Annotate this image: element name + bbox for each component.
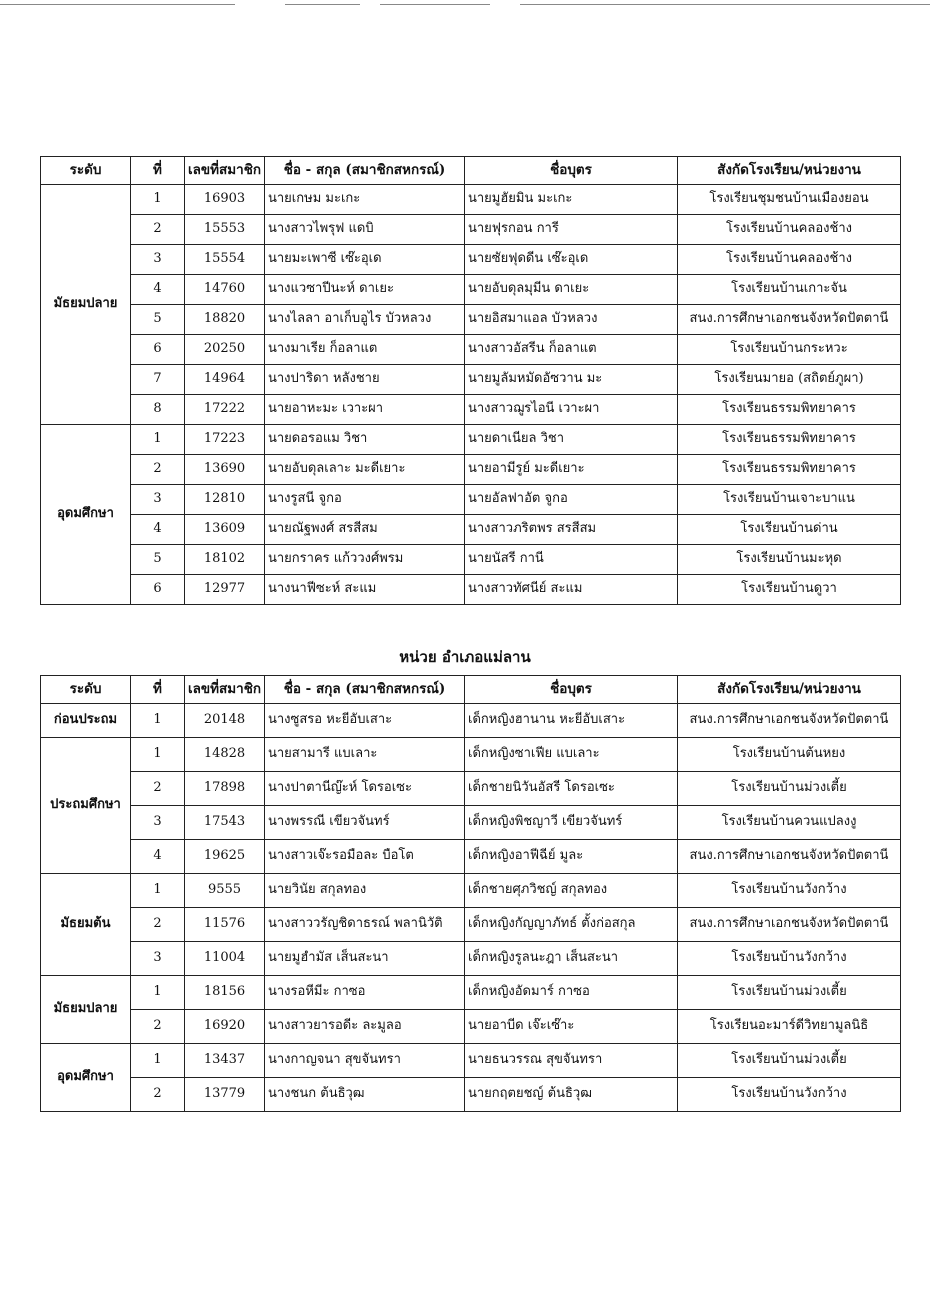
member-name-cell: นางแวซาปีนะห์ ดาเยะ <box>265 275 465 305</box>
school-cell: โรงเรียนบ้านต้นหยง <box>678 738 901 772</box>
child-name-cell: นางสาวภริตพร สรสีสม <box>465 515 678 545</box>
level-cell: ก่อนประถม <box>41 704 131 738</box>
member-number-cell: 11004 <box>185 942 265 976</box>
school-cell: โรงเรียนบ้านกระหวะ <box>678 335 901 365</box>
row-number-cell: 3 <box>131 806 185 840</box>
row-number-cell: 1 <box>131 976 185 1010</box>
header-school: สังกัดโรงเรียน/หน่วยงาน <box>678 157 901 185</box>
member-number-cell: 19625 <box>185 840 265 874</box>
scan-artifact-line <box>380 4 490 5</box>
member-number-cell: 13690 <box>185 455 265 485</box>
table-row <box>41 806 901 840</box>
school-cell: โรงเรียนบ้านมะหุด <box>678 545 901 575</box>
section-title: หน่วย อำเภอแม่ลาน <box>399 648 531 666</box>
member-children-table-1 <box>40 156 901 605</box>
table-row <box>41 1078 901 1112</box>
child-name-cell: นางสาวฌูรไอนี เวาะผา <box>465 395 678 425</box>
member-number-cell: 18102 <box>185 545 265 575</box>
member-number-cell: 13437 <box>185 1044 265 1078</box>
child-name-cell: นายอัลฟาอัต จูกอ <box>465 485 678 515</box>
table-row <box>41 942 901 976</box>
table-row <box>41 395 901 425</box>
child-name-cell: นายซัยฟุดดีน เซ๊ะอุเด <box>465 245 678 275</box>
child-name-cell: เด็กหญิงกัญญาภัทธ์ ตั้งก่อสกุล <box>465 908 678 942</box>
child-name-cell: นางสาวอัสรีน ก็อลาแต <box>465 335 678 365</box>
member-name-cell: นางรอหีมีะ กาซอ <box>265 976 465 1010</box>
child-name-cell: นายมูลัมหมัดอัซวาน มะ <box>465 365 678 395</box>
member-name-cell: นายสามารี แบเลาะ <box>265 738 465 772</box>
member-number-cell: 15553 <box>185 215 265 245</box>
child-name-cell: นายธนวรรณ สุขจันทรา <box>465 1044 678 1078</box>
school-cell: โรงเรียนบ้านดูวา <box>678 575 901 605</box>
member-name-cell: นางสาววรัญชิดาธรณ์ พลานิวัติ <box>265 908 465 942</box>
row-number-cell: 5 <box>131 305 185 335</box>
table-row <box>41 575 901 605</box>
table-row <box>41 365 901 395</box>
level-cell: มัธยมปลาย <box>41 185 131 425</box>
table-row <box>41 1044 901 1078</box>
school-cell: โรงเรียนบ้านม่วงเตี้ย <box>678 976 901 1010</box>
child-name-cell: นายอาบีด เจ๊ะเซ๊าะ <box>465 1010 678 1044</box>
member-name-cell: นายวินัย สกุลทอง <box>265 874 465 908</box>
member-number-cell: 13779 <box>185 1078 265 1112</box>
header-no: ที่ <box>131 676 185 704</box>
row-number-cell: 3 <box>131 942 185 976</box>
header-member-name: ชื่อ - สกุล (สมาชิกสหกรณ์) <box>265 157 465 185</box>
table-row <box>41 185 901 215</box>
member-number-cell: 17543 <box>185 806 265 840</box>
school-cell: สนง.การศึกษาเอกชนจังหวัดปัตตานี <box>678 704 901 738</box>
table-row <box>41 245 901 275</box>
row-number-cell: 1 <box>131 1044 185 1078</box>
member-name-cell: นายเกษม มะเกะ <box>265 185 465 215</box>
row-number-cell: 3 <box>131 485 185 515</box>
member-number-cell: 18156 <box>185 976 265 1010</box>
level-cell: อุดมศึกษา <box>41 1044 131 1112</box>
school-cell: สนง.การศึกษาเอกชนจังหวัดปัตตานี <box>678 840 901 874</box>
header-member-name: ชื่อ - สกุล (สมาชิกสหกรณ์) <box>265 676 465 704</box>
school-cell: โรงเรียนบ้านวังกว้าง <box>678 942 901 976</box>
school-cell: โรงเรียนบ้านวังกว้าง <box>678 874 901 908</box>
member-number-cell: 14828 <box>185 738 265 772</box>
table-row <box>41 704 901 738</box>
row-number-cell: 2 <box>131 908 185 942</box>
header-school: สังกัดโรงเรียน/หน่วยงาน <box>678 676 901 704</box>
level-cell: มัธยมต้น <box>41 874 131 976</box>
child-name-cell: นายนัสรี กานี <box>465 545 678 575</box>
school-cell: โรงเรียนบ้านเจาะบาแน <box>678 485 901 515</box>
row-number-cell: 2 <box>131 215 185 245</box>
child-name-cell: เด็กหญิงรูลนะฎา เส็นสะนา <box>465 942 678 976</box>
child-name-cell: นายอามีรูย์ มะดีเยาะ <box>465 455 678 485</box>
row-number-cell: 6 <box>131 575 185 605</box>
child-name-cell: เด็กหญิงซาเฟีย แบเลาะ <box>465 738 678 772</box>
table-row <box>41 455 901 485</box>
table-row <box>41 215 901 245</box>
child-name-cell: นายอิสมาแอล บัวหลวง <box>465 305 678 335</box>
school-cell: โรงเรียนบ้านคลองช้าง <box>678 245 901 275</box>
scan-artifact-line <box>520 4 930 5</box>
member-number-cell: 16903 <box>185 185 265 215</box>
member-name-cell: นางสาวไพรุฟ แดบิ <box>265 215 465 245</box>
header-child-name: ชื่อบุตร <box>465 157 678 185</box>
school-cell: โรงเรียนบ้านด่าน <box>678 515 901 545</box>
table-row <box>41 772 901 806</box>
member-number-cell: 16920 <box>185 1010 265 1044</box>
member-name-cell: นายมะเพาซี เซ๊ะอุเด <box>265 245 465 275</box>
school-cell: สนง.การศึกษาเอกชนจังหวัดปัตตานี <box>678 908 901 942</box>
member-name-cell: นายณัฐพงศ์ สรสีสม <box>265 515 465 545</box>
member-name-cell: นายมูฮำมัส เส็นสะนา <box>265 942 465 976</box>
table-row <box>41 515 901 545</box>
table-row <box>41 425 901 455</box>
member-name-cell: นายอาหะมะ เวาะผา <box>265 395 465 425</box>
school-cell: โรงเรียนบ้านวังกว้าง <box>678 1078 901 1112</box>
school-cell: โรงเรียนธรรมพิทยาคาร <box>678 395 901 425</box>
level-cell: มัธยมปลาย <box>41 976 131 1044</box>
row-number-cell: 2 <box>131 772 185 806</box>
school-cell: โรงเรียนบ้านควนแปลงงู <box>678 806 901 840</box>
member-number-cell: 12810 <box>185 485 265 515</box>
member-number-cell: 12977 <box>185 575 265 605</box>
school-cell: โรงเรียนบ้านม่วงเตี้ย <box>678 1044 901 1078</box>
level-cell: ประถมศึกษา <box>41 738 131 874</box>
member-name-cell: นางรูสนี จูกอ <box>265 485 465 515</box>
child-name-cell: เด็กชายศุภวิชญ์ สกุลทอง <box>465 874 678 908</box>
member-name-cell: นางสาวเจ๊ะรอมือละ บือโต <box>265 840 465 874</box>
row-number-cell: 4 <box>131 515 185 545</box>
table-row <box>41 275 901 305</box>
member-number-cell: 17898 <box>185 772 265 806</box>
member-number-cell: 20148 <box>185 704 265 738</box>
row-number-cell: 1 <box>131 738 185 772</box>
member-name-cell: นางพรรณี เขียวจันทร์ <box>265 806 465 840</box>
row-number-cell: 1 <box>131 874 185 908</box>
table-body <box>41 704 901 1112</box>
member-number-cell: 14760 <box>185 275 265 305</box>
table-row <box>41 874 901 908</box>
child-name-cell: เด็กหญิงพิชญาวี เขียวจันทร์ <box>465 806 678 840</box>
school-cell: สนง.การศึกษาเอกชนจังหวัดปัตตานี <box>678 305 901 335</box>
member-number-cell: 18820 <box>185 305 265 335</box>
row-number-cell: 2 <box>131 455 185 485</box>
member-name-cell: นายดอรอแม วิชา <box>265 425 465 455</box>
child-name-cell: นายอับดุลมุมีน ดาเยะ <box>465 275 678 305</box>
member-children-table-2 <box>40 675 901 1112</box>
header-member-no: เลขที่สมาชิก <box>185 676 265 704</box>
child-name-cell: เด็กหญิงอัดมาร์ กาซอ <box>465 976 678 1010</box>
table-header-row <box>41 676 901 704</box>
child-name-cell: นายฟุรกอน การี <box>465 215 678 245</box>
header-member-no: เลขที่สมาชิก <box>185 157 265 185</box>
child-name-cell: นายกฤตยชญ์ ต้นธิวุฒ <box>465 1078 678 1112</box>
table-row <box>41 738 901 772</box>
row-number-cell: 8 <box>131 395 185 425</box>
header-level: ระดับ <box>41 676 131 704</box>
school-cell: โรงเรียนบ้านคลองช้าง <box>678 215 901 245</box>
header-level: ระดับ <box>41 157 131 185</box>
school-cell: โรงเรียนมายอ (สถิตย์ภูผา) <box>678 365 901 395</box>
member-number-cell: 15554 <box>185 245 265 275</box>
school-cell: โรงเรียนธรรมพิทยาคาร <box>678 425 901 455</box>
member-name-cell: นางสาวยารอดีะ ละมูลอ <box>265 1010 465 1044</box>
member-name-cell: นายอับดุลเลาะ มะดีเยาะ <box>265 455 465 485</box>
scan-artifact-line <box>0 4 235 5</box>
school-cell: โรงเรียนธรรมพิทยาคาร <box>678 455 901 485</box>
table-row <box>41 545 901 575</box>
member-number-cell: 20250 <box>185 335 265 365</box>
row-number-cell: 1 <box>131 704 185 738</box>
member-number-cell: 9555 <box>185 874 265 908</box>
row-number-cell: 4 <box>131 275 185 305</box>
child-name-cell: นางสาวทัศนีย์ สะแม <box>465 575 678 605</box>
member-name-cell: นางชนก ต้นธิวุฒ <box>265 1078 465 1112</box>
child-name-cell: เด็กชายนิวันอัสรี โดรอเซะ <box>465 772 678 806</box>
level-cell: อุดมศึกษา <box>41 425 131 605</box>
row-number-cell: 3 <box>131 245 185 275</box>
table-row <box>41 485 901 515</box>
row-number-cell: 1 <box>131 185 185 215</box>
school-cell: โรงเรียนบ้านม่วงเตี้ย <box>678 772 901 806</box>
school-cell: โรงเรียนชุมชนบ้านเมืองยอน <box>678 185 901 215</box>
row-number-cell: 2 <box>131 1010 185 1044</box>
member-name-cell: นางมาเรีย ก็อลาแต <box>265 335 465 365</box>
member-name-cell: นางปาตานีญ๊ะห์ โดรอเซะ <box>265 772 465 806</box>
member-number-cell: 17223 <box>185 425 265 455</box>
header-child-name: ชื่อบุตร <box>465 676 678 704</box>
table-row <box>41 840 901 874</box>
table-body <box>41 185 901 605</box>
row-number-cell: 4 <box>131 840 185 874</box>
header-no: ที่ <box>131 157 185 185</box>
row-number-cell: 1 <box>131 425 185 455</box>
table-row <box>41 335 901 365</box>
table-row <box>41 305 901 335</box>
member-name-cell: นางไลลา อาเก็บอูไร บัวหลวง <box>265 305 465 335</box>
member-name-cell: นางซูสรอ หะยีอับเสาะ <box>265 704 465 738</box>
member-name-cell: นายกราคร แก้ววงศ์พรม <box>265 545 465 575</box>
member-number-cell: 17222 <box>185 395 265 425</box>
member-name-cell: นางปาริดา หลังชาย <box>265 365 465 395</box>
table-row <box>41 1010 901 1044</box>
child-name-cell: เด็กหญิงฮานาน หะยีอับเสาะ <box>465 704 678 738</box>
child-name-cell: นายดาเนียล วิชา <box>465 425 678 455</box>
member-number-cell: 14964 <box>185 365 265 395</box>
member-name-cell: นางนาฟีซะห์ สะแม <box>265 575 465 605</box>
row-number-cell: 5 <box>131 545 185 575</box>
child-name-cell: เด็กหญิงอาฟีฉีย์ มูละ <box>465 840 678 874</box>
row-number-cell: 6 <box>131 335 185 365</box>
school-cell: โรงเรียนอะมาร์ดีวิทยามูลนิธิ <box>678 1010 901 1044</box>
table-row <box>41 908 901 942</box>
member-number-cell: 13609 <box>185 515 265 545</box>
table-row <box>41 976 901 1010</box>
school-cell: โรงเรียนบ้านเกาะจัน <box>678 275 901 305</box>
child-name-cell: นายมูฮัยมิน มะเกะ <box>465 185 678 215</box>
row-number-cell: 7 <box>131 365 185 395</box>
member-name-cell: นางกาญจนา สุขจันทรา <box>265 1044 465 1078</box>
row-number-cell: 2 <box>131 1078 185 1112</box>
member-number-cell: 11576 <box>185 908 265 942</box>
scan-artifact-line <box>285 4 360 5</box>
table-header-row <box>41 157 901 185</box>
